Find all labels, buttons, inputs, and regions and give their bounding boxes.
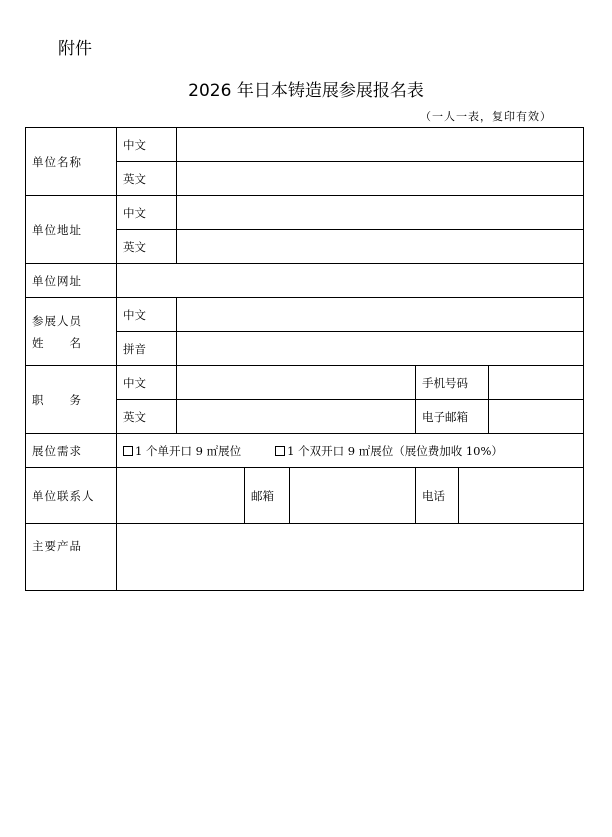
- booth-option-double[interactable]: [275, 443, 503, 459]
- position-english-label: 英文: [117, 400, 177, 434]
- products-label: 主要产品: [26, 524, 117, 591]
- participant-name-pinyin-field[interactable]: [177, 332, 584, 366]
- unit-name-chinese-field[interactable]: [177, 128, 584, 162]
- booth-option-double-label: 1 个双开口 9 ㎡展位（展位费加收 10%）: [287, 443, 503, 458]
- form-title: 2026 年日本铸造展参展报名表: [188, 81, 424, 101]
- contact-label: 单位联系人: [26, 468, 117, 524]
- email-label: 电子邮箱: [416, 400, 489, 434]
- mobile-field[interactable]: [489, 366, 584, 400]
- booth-option-single-label: 1 个单开口 9 ㎡展位: [135, 443, 242, 458]
- postcode-field[interactable]: [290, 468, 416, 524]
- unit-address-english-label: 英文: [117, 230, 177, 264]
- unit-name-label: 单位名称: [26, 128, 117, 196]
- participant-name-chinese-field[interactable]: [177, 298, 584, 332]
- booth-options: [117, 434, 584, 468]
- unit-address-english-field[interactable]: [177, 230, 584, 264]
- booth-option-double-checkbox[interactable]: [275, 446, 285, 456]
- booth-option-single-checkbox[interactable]: [123, 446, 133, 456]
- unit-website-row: [26, 264, 584, 298]
- participant-name-label-line2: 姓 名: [32, 335, 82, 350]
- unit-website-label: 单位网址: [26, 264, 117, 298]
- phone-label: 电话: [416, 468, 459, 524]
- participant-name-pinyin-label: 拼音: [117, 332, 177, 366]
- products-field[interactable]: [117, 524, 584, 591]
- position-label: 职 务: [26, 366, 117, 434]
- contact-row: [26, 468, 584, 524]
- position-chinese-label: 中文: [117, 366, 177, 400]
- registration-form-table: [25, 127, 584, 591]
- unit-name-chinese-label: 中文: [117, 128, 177, 162]
- unit-address-row-chinese: [26, 196, 584, 230]
- unit-name-english-label: 英文: [117, 162, 177, 196]
- mobile-label: 手机号码: [416, 366, 489, 400]
- contact-field[interactable]: [117, 468, 245, 524]
- unit-name-row-chinese: [26, 128, 584, 162]
- position-chinese-field[interactable]: [177, 366, 416, 400]
- unit-address-chinese-label: 中文: [117, 196, 177, 230]
- copy-note: （一人一表，复印有效）: [420, 110, 552, 123]
- participant-name-label: [26, 298, 117, 366]
- products-row: [26, 524, 584, 591]
- participant-name-row-chinese: [26, 298, 584, 332]
- unit-address-chinese-field[interactable]: [177, 196, 584, 230]
- phone-field[interactable]: [459, 468, 584, 524]
- unit-website-field[interactable]: [117, 264, 584, 298]
- booth-label: 展位需求: [26, 434, 117, 468]
- unit-name-english-field[interactable]: [177, 162, 584, 196]
- attachment-label: 附件: [58, 39, 92, 59]
- booth-option-single[interactable]: [123, 443, 241, 459]
- participant-name-label-line1: 参展人员: [32, 313, 82, 328]
- booth-row: [26, 434, 584, 468]
- participant-name-chinese-label: 中文: [117, 298, 177, 332]
- email-field[interactable]: [489, 400, 584, 434]
- unit-address-label: 单位地址: [26, 196, 117, 264]
- postcode-label: 邮箱: [245, 468, 290, 524]
- position-english-field[interactable]: [177, 400, 416, 434]
- position-row-chinese: [26, 366, 584, 400]
